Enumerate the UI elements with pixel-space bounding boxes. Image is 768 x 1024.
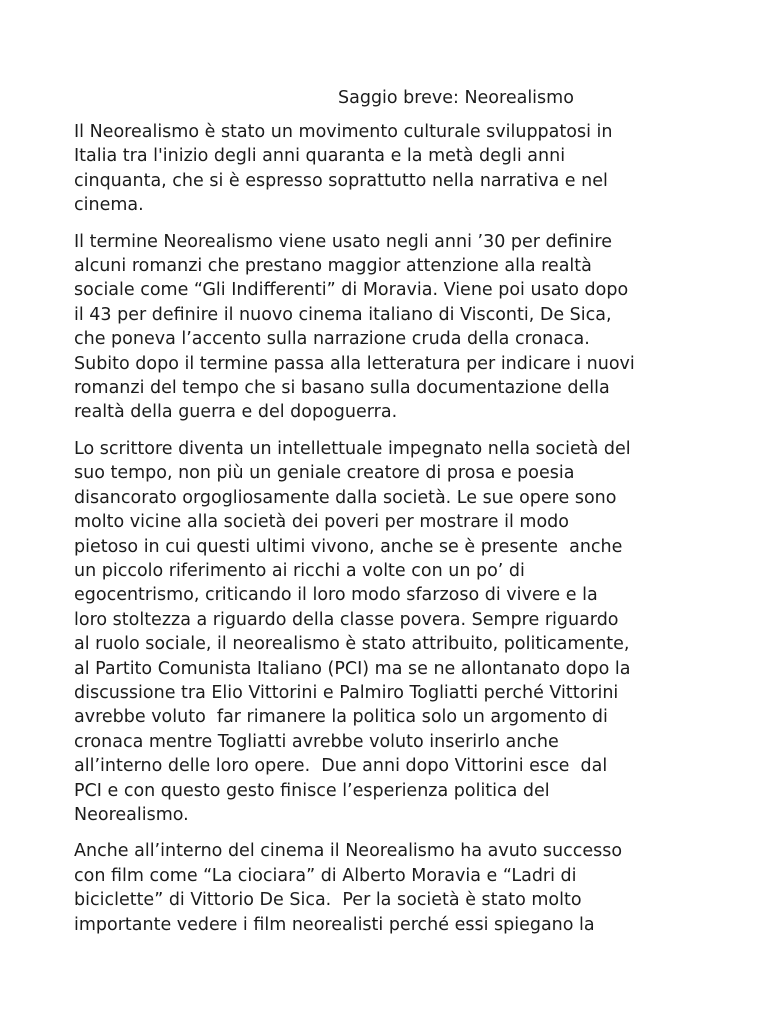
text-line: sociale come “Gli Indifferenti” di Moravia. Viene poi usato dopo: [74, 280, 629, 301]
text-line: importante vedere i film neorealisti perché essi spiegano la: [74, 914, 595, 935]
text-line: PCI e con questo gesto finisce l’esperienza politica del: [74, 780, 550, 801]
text-line: cinquanta, che si è espresso soprattutto nella narrativa e nel: [74, 170, 608, 191]
text-line: Lo scrittore diventa un intellettuale impegnato nella società del: [74, 438, 631, 459]
text-line: biciclette” di Vittorio De Sica. Per la società è stato molto: [74, 890, 582, 911]
text-line: Italia tra l'inizio degli anni quaranta e la metà degli anni: [74, 146, 566, 167]
text-line: realtà della guerra e del dopoguerra.: [74, 402, 398, 423]
document-body: [74, 120, 714, 949]
text-line: pietoso in cui questi ultimi vivono, anche se è presente anche: [74, 536, 623, 557]
text-line: avrebbe voluto far rimanere la politica solo un argomento di: [74, 707, 608, 728]
text-line: un piccolo riferimento ai ricchi a volte con un po’ di: [74, 560, 525, 581]
paragraph-3: [74, 437, 714, 828]
paragraph-1: [74, 120, 714, 218]
text-line: Subito dopo il termine passa alla letteratura per indicare i nuovi: [74, 353, 635, 374]
text-line: al Partito Comunista Italiano (PCI) ma se ne allontanato dopo la: [74, 658, 631, 679]
text-line: all’interno delle loro opere. Due anni dopo Vittorini esce dal: [74, 756, 608, 777]
text-line: cinema.: [74, 195, 144, 216]
text-line: egocentrismo, criticando il loro modo sfarzoso di vivere e la: [74, 585, 598, 606]
text-line: alcuni romanzi che prestano maggior attenzione alla realtà: [74, 256, 592, 277]
text-line: cronaca mentre Togliatti avrebbe voluto inserirlo anche: [74, 731, 559, 752]
text-line: romanzi del tempo che si basano sulla documentazione della: [74, 378, 610, 399]
text-line: Neorealismo.: [74, 804, 189, 825]
text-line: il 43 per definire il nuovo cinema italiano di Visconti, De Sica,: [74, 304, 612, 325]
text-line: disancorato orgogliosamente dalla società. Le sue opere sono: [74, 487, 617, 508]
paragraph-4: [74, 839, 714, 937]
text-line: discussione tra Elio Vittorini e Palmiro Togliatti perché Vittorini: [74, 682, 619, 703]
text-line: loro stoltezza a riguardo della classe povera. Sempre riguardo: [74, 609, 619, 630]
text-line: Il termine Neorealismo viene usato negli anni ’30 per definire: [74, 231, 612, 252]
text-line: molto vicine alla società dei poveri per mostrare il modo: [74, 512, 569, 533]
text-line: Anche all’interno del cinema il Neorealismo ha avuto successo: [74, 841, 623, 862]
text-line: suo tempo, non più un geniale creatore di prosa e poesia: [74, 463, 575, 484]
text-line: al ruolo sociale, il neorealismo è stato attribuito, politicamente,: [74, 634, 630, 655]
text-line: che poneva l’accento sulla narrazione cruda della cronaca.: [74, 329, 590, 350]
text-line: Il Neorealismo è stato un movimento culturale sviluppatosi in: [74, 122, 613, 142]
text-line: con film come “La ciociara” di Alberto Moravia e “Ladri di: [74, 865, 577, 886]
document-title: Saggio breve: Neorealismo: [338, 88, 574, 108]
paragraph-2: [74, 230, 714, 425]
